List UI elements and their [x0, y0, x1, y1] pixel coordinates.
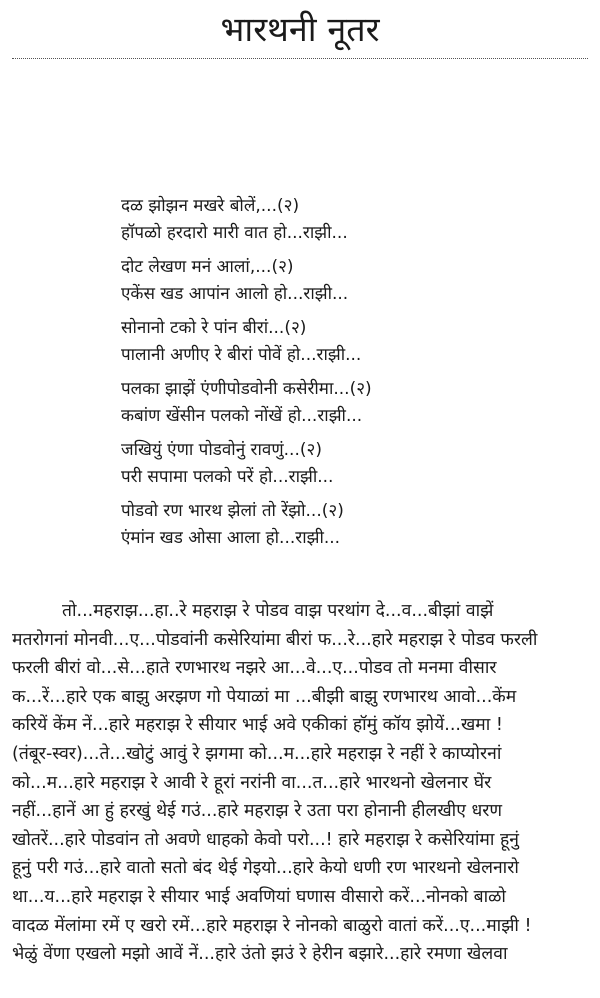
verse-line: पलका झाझें एंणीपोडवोनी कसेरीमा...(२): [121, 379, 372, 399]
stanza: [121, 437, 591, 490]
verse-line: एकेंस खड आपांन आलो हो...राझी...: [121, 283, 349, 304]
verse-line: परी सपामा पलको परें हो...राझी...: [121, 466, 334, 487]
verse-line: कबांण खेंसीन पलको नोंखें हो...राझी...: [121, 405, 363, 426]
prose-line: फरली बीरां वो...से...हाते रणभारथ नझरे आ...वे...ए...पोडव तो मनमा वीसार: [12, 658, 497, 679]
stanza: [121, 376, 591, 429]
stanza: [121, 315, 591, 368]
stanza: [121, 193, 591, 246]
verse-line: पालानी अणीए रे बीरां पोवें हो...राझी...: [121, 344, 362, 365]
prose-line: खोतरें...हारे पोडवांन तो अवणे धाहको केवो परो...! हारे महराझ रे कसेरियांमा हूनुं: [12, 829, 519, 850]
verse-line: हॉपळो हरदारो मारी वात हो...राझी...: [121, 222, 348, 243]
prose-line: हूनुं परी गउं...हारे वातो सतो बंद थेई गेइयो...हारे केयो धणी रण भारथनो खेलनारो: [12, 858, 519, 879]
verse-line: जखियुं एंणा पोडवोनुं रावणुं...(२): [121, 440, 322, 460]
verse-block: [121, 193, 591, 559]
stanza: [121, 498, 591, 551]
verse-line: पोडवो रण भारथ झेलां तो रेंझो...(२): [121, 501, 344, 521]
title-divider: [12, 58, 588, 59]
verse-line: दळ झोझन मखरे बोलें,...(२): [121, 196, 300, 216]
stanza: [121, 254, 591, 307]
prose-line: (तंबूर-स्वर)...ते...खोटुं आवुं रे झगमा को...म...हारे महराझ रे नहीं रे काप्योरनां: [12, 743, 502, 764]
prose-line: मतरोगनां मोनवी...ए...पोडवांनी कसेरियांमा बीरां फ...रे...हारे महराझ रे पोडव फरली: [12, 629, 538, 650]
page-title: भारथनी नूतर: [220, 10, 380, 50]
prose-line: को...म...हारे महराझ रे आवी रे हूरां नरांनी वा...त...हारे भारथनो खेलनार घेंर: [12, 772, 492, 793]
prose-line: करियें केंम नें...हारे महराझ रे सीयार भाई अवे एकीकां हॉमुं कॉय झोयें...खमा !: [12, 715, 503, 736]
prose-line: था...य...हारे महराझ रे सीयार भाई अवणियां घणास वीसारो करें...नोनको बाळो: [12, 886, 506, 907]
verse-line: एंमांन खड ओसा आला हो...राझी...: [121, 527, 341, 548]
prose-line: भेळुं वेंणा एखलो मझो आवें नें...हारे उंतो झउं रे हेरीन बझारे...हारे रमणा खेलवा: [12, 944, 508, 965]
prose-line: नहीं...हानें आ हुं हरखुं थेई गउं...हारे महराझ रे उता परा होनानी हीलखीए धरण: [12, 801, 503, 822]
verse-line: दोट लेखण मनं आलां,...(२): [121, 257, 294, 277]
prose-line: क...रें...हारे एक बाझु अरझण गो पेयाळां मा ...बीझी बाझु रणभारथ आवो...केंम: [12, 686, 517, 707]
prose-line: वादळ मेंलांमा रमें ए खरो रमें...हारे महराझ रे नोनको बाळुरो वातां करें...ए...माझी !: [12, 915, 532, 936]
verse-line: सोनानो टको रे पांन बीरां...(२): [121, 318, 307, 338]
prose-paragraph: [12, 597, 594, 969]
prose-line: तो...महराझ...हा..रे महराझ रे पोडव वाझ परथांग दे...व...बीझां वाझें: [62, 601, 494, 621]
